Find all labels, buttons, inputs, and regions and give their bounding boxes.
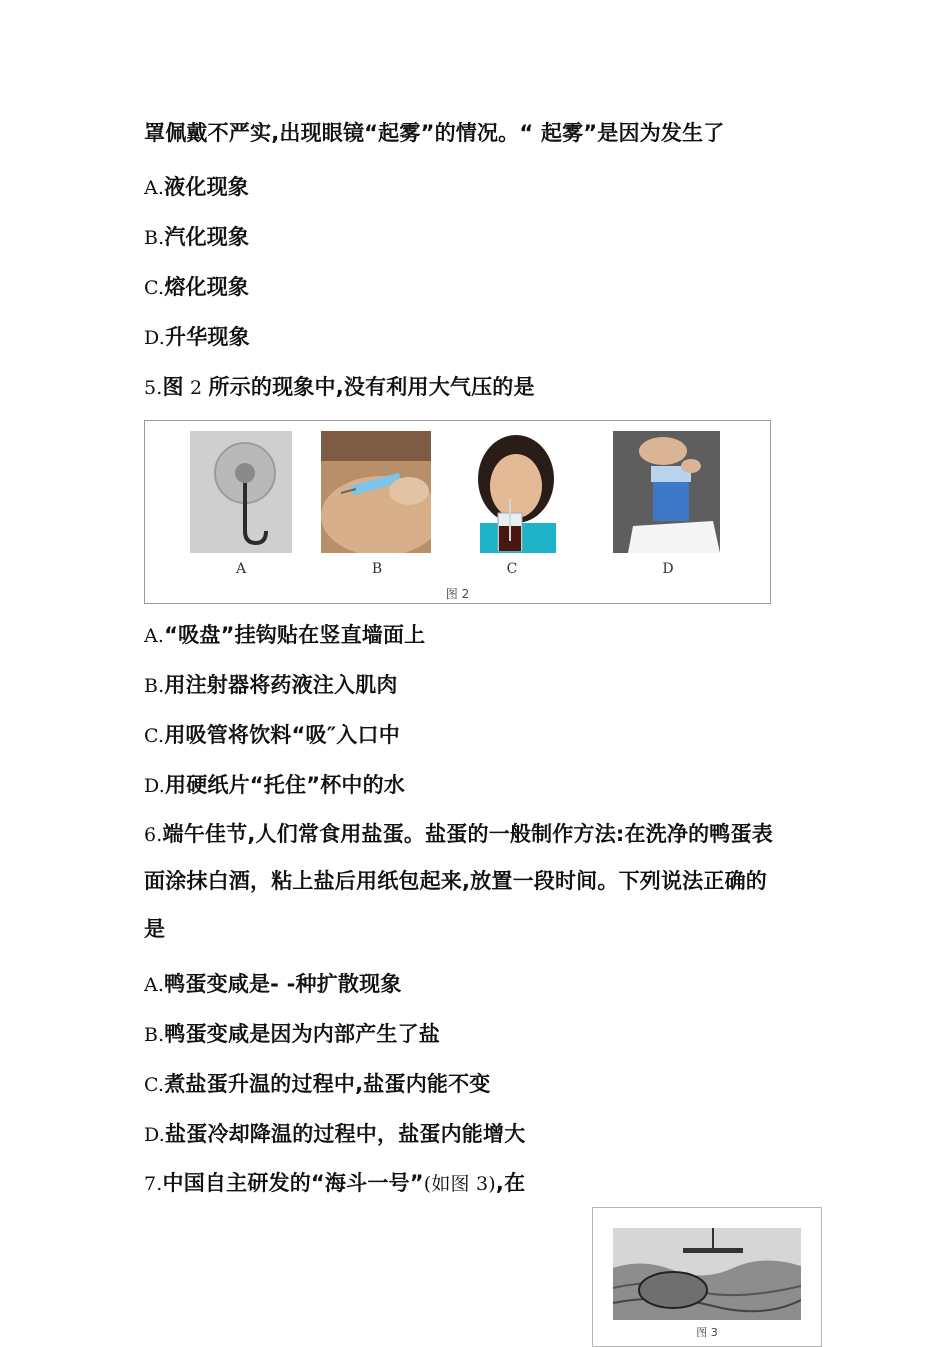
q5-stem: [144, 373, 535, 402]
stem-text: ,在: [495, 1171, 526, 1195]
option-text: 汽化现象: [164, 225, 250, 249]
q4-option-d: [144, 323, 250, 352]
option-mark: D.: [144, 775, 165, 797]
photo-card-cup: [613, 431, 720, 553]
option-text: 用硬纸片“托住”杯中的水: [165, 773, 406, 797]
figure-label-a: A: [235, 561, 247, 577]
q4-option-b: [144, 223, 249, 252]
option-text: 煮盐蛋升温的过程中,盐蛋内能不变: [164, 1072, 491, 1096]
q5-option-c: [144, 721, 400, 750]
option-mark: B.: [144, 1024, 165, 1046]
photo-injection: [321, 431, 431, 553]
option-text: 用注射器将药液注入肌肉: [164, 673, 398, 697]
option-text: 升华现象: [165, 325, 250, 349]
figure-reference: (如图 3): [423, 1173, 496, 1195]
option-mark: A.: [144, 177, 165, 199]
q6-stem-line2: 面涂抹白酒，粘上盐后用纸包起来,放置一段时间。下列说法正确的: [144, 869, 767, 893]
figure-label-c: C: [506, 561, 518, 577]
stem-text: 图: [162, 375, 184, 399]
question-number: 6.: [144, 824, 163, 846]
stem-text: 端午佳节,人们常食用盐蛋。盐蛋的一般制作方法:在洗净的鸭蛋表: [162, 822, 773, 846]
option-text: “吸盘”挂钩贴在竖直墙面上: [164, 623, 426, 647]
question-number: 7.: [144, 1173, 163, 1195]
option-mark: D.: [144, 1124, 165, 1146]
option-mark: B.: [144, 227, 165, 249]
option-mark: A.: [144, 974, 165, 996]
option-mark: C.: [144, 1074, 165, 1096]
option-text: 液化现象: [164, 175, 249, 199]
q4-option-c: [144, 273, 249, 302]
stem-text: 中国自主研发的“海斗一号”: [162, 1171, 424, 1195]
q7-stem: [144, 1169, 525, 1198]
option-text: 盐蛋冷却降温的过程中，盐蛋内能增大: [165, 1122, 526, 1146]
q6-option-a: [144, 970, 402, 999]
photo-submersible: [613, 1228, 801, 1320]
figure-label-b: B: [371, 561, 383, 577]
figure-3-caption: 图 3: [696, 1326, 718, 1339]
q6-option-c: [144, 1070, 491, 1099]
figure-2: [144, 420, 771, 604]
q5-option-b: [144, 671, 398, 700]
question-number: 5.: [144, 377, 163, 399]
option-text: 用吸管将饮料“吸″入口中: [164, 723, 400, 747]
option-mark: D.: [144, 327, 165, 349]
option-mark: B.: [144, 675, 165, 697]
option-text: 熔化现象: [164, 275, 250, 299]
q6-option-b: [144, 1020, 440, 1049]
q5-option-a: [144, 621, 425, 650]
q4-stem: 罩佩戴不严实,出现眼镜“起雾”的情况。“ 起雾”是因为发生了: [144, 121, 725, 145]
q6-option-d: [144, 1120, 525, 1149]
figure-2-caption: 图 2: [445, 587, 470, 601]
figure-number: 2: [183, 377, 209, 399]
option-text: 鸭蛋变咸是因为内部产生了盐: [164, 1022, 441, 1046]
stem-text: 所示的现象中,没有利用大气压的是: [208, 375, 535, 399]
figure-3: [592, 1207, 822, 1347]
photo-suction-hook: [190, 431, 292, 553]
q4-option-a: [144, 173, 249, 202]
option-mark: C.: [144, 277, 165, 299]
option-text: 鸭蛋变咸是- -种扩散现象: [164, 972, 402, 996]
option-mark: A.: [144, 625, 165, 647]
photo-girl-straw: [460, 431, 573, 553]
q5-option-d: [144, 771, 405, 800]
option-mark: C.: [144, 725, 165, 747]
figure-label-d: D: [662, 561, 674, 577]
q6-stem-line3: 是: [144, 917, 166, 941]
q6-stem-line1: [144, 820, 773, 849]
